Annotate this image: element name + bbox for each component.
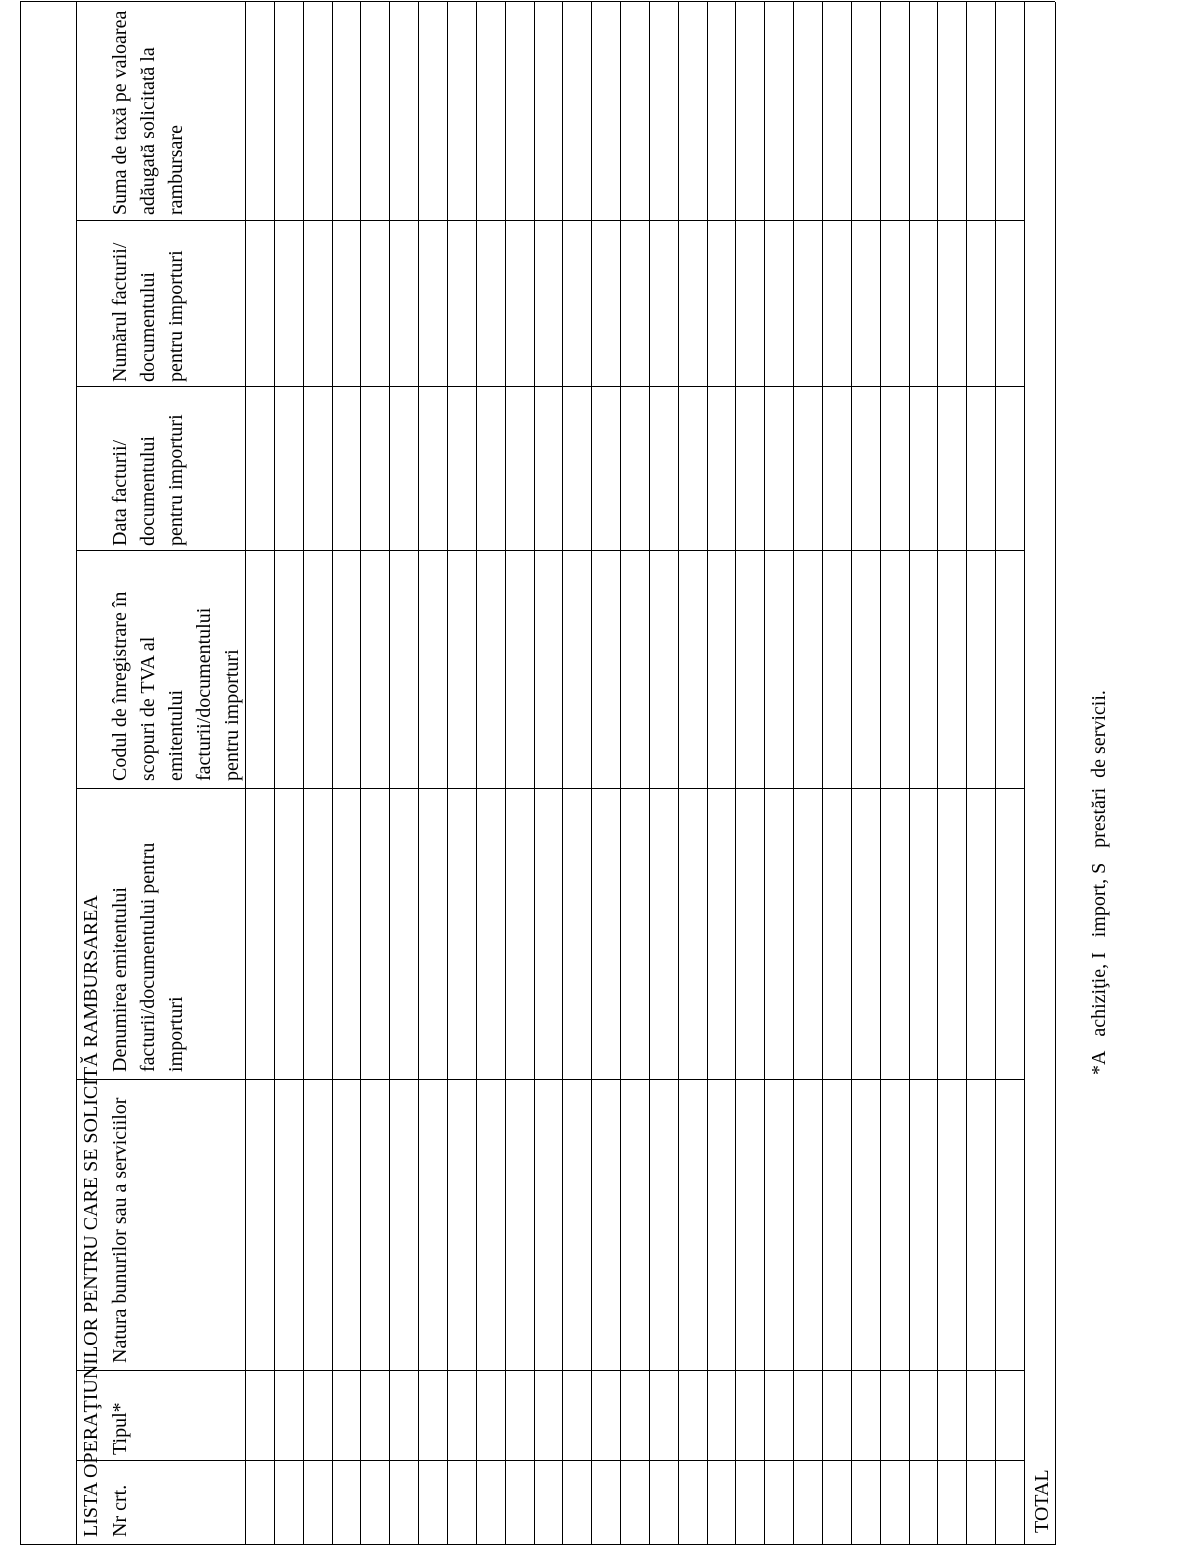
table-row-line [851, 2, 852, 1545]
column-divider [76, 550, 1024, 551]
column-header-vat-code: Codul de înregistrare în scopuri de TVA al emitentului facturii/documentului pentru importuri [109, 591, 243, 781]
table-row-line [360, 2, 361, 1545]
table-row-line [880, 2, 881, 1545]
table-row-line [937, 2, 938, 1545]
table-row-line [447, 2, 448, 1545]
table-row-line [274, 2, 275, 1545]
table-row-line [534, 2, 535, 1545]
table-row-line [735, 2, 736, 1545]
column-header-issuer-name: Denumirea emitentului facturii/documentului pentru importuri [109, 842, 187, 1072]
total-label: TOTAL [1031, 1469, 1053, 1533]
table-row-line [678, 2, 679, 1545]
table-row-line [389, 2, 390, 1545]
column-header-nr: Nr crt. [109, 1484, 131, 1537]
column-divider [76, 386, 1024, 387]
column-header-type: Tipul* [109, 1402, 131, 1455]
column-divider [76, 1079, 1024, 1080]
column-header-vat-amount: Suma de taxă pe valoarea adăugată solicitată la rambursare [109, 10, 187, 215]
table-row-line [332, 2, 333, 1545]
column-divider [76, 220, 1024, 221]
table-row-line [476, 2, 477, 1545]
footnote: *A achiziţie, I import, S prestări de servicii. [1088, 690, 1110, 1075]
column-header-nature: Natura bunurilor sau a serviciilor [109, 1097, 131, 1363]
table-row-line [707, 2, 708, 1545]
table-row-line [418, 2, 419, 1545]
table-row-line [909, 2, 910, 1545]
table-top-border [20, 2, 21, 1545]
table-row-line [822, 2, 823, 1545]
table-row-line [620, 2, 621, 1545]
table-row-line [505, 2, 506, 1545]
column-divider [76, 1370, 1024, 1371]
table-row-line [764, 2, 765, 1545]
table-row-line [995, 2, 996, 1545]
column-header-invoice-date: Data facturii/ documentului pentru importuri [109, 414, 187, 546]
table-right-border [20, 1, 1055, 2]
table-row-line [793, 2, 794, 1545]
table-row-line [649, 2, 650, 1545]
table-bottom-border [1055, 2, 1056, 1545]
header-divider [245, 2, 246, 1545]
table-row-line [303, 2, 304, 1545]
column-divider [76, 788, 1024, 789]
title-divider [76, 2, 77, 1545]
table-row-line [966, 2, 967, 1545]
column-header-invoice-number: Numărul facturii/ documentului pentru importuri [109, 242, 187, 382]
table-row-line [562, 2, 563, 1545]
column-divider [76, 1460, 1024, 1461]
form-title: LISTA OPERAŢIUNILOR PENTRU CARE SE SOLICITĂ RAMBURSAREA [80, 895, 102, 1537]
table-row-line [591, 2, 592, 1545]
table-row-line [1024, 2, 1025, 1545]
